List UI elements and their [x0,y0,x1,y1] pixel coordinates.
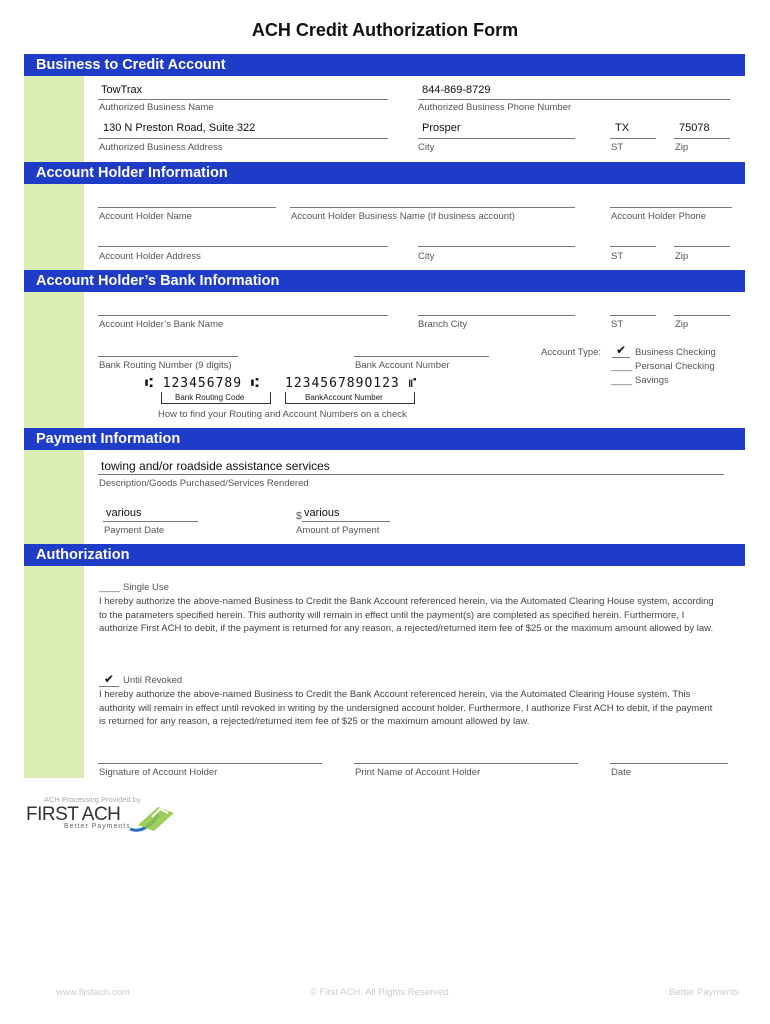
payment-date-label: Payment Date [104,525,165,536]
holder-zip-line[interactable] [674,246,730,247]
holder-business-name-label: Account Holder Business Name (if business account) [291,211,515,222]
first-ach-swoosh-icon [128,803,178,833]
footer-slogan: Better Payments [669,987,740,998]
print-name-label: Print Name of Account Holder [355,767,481,778]
holder-name-line[interactable] [98,207,276,208]
business-name-value[interactable]: TowTrax [101,84,143,96]
business-phone-value[interactable]: 844-869-8729 [422,84,491,96]
business-address-value[interactable]: 130 N Preston Road, Suite 322 [103,122,256,134]
holder-st-line[interactable] [610,246,656,247]
payment-date-value[interactable]: various [106,507,142,519]
side-panel [24,450,84,544]
holder-city-line[interactable] [418,246,575,247]
routing-number-line[interactable] [98,356,238,357]
section-header-bank: Account Holder’s Bank Information [24,270,745,292]
single-use-label: Single Use [123,582,169,593]
account-type-personal-checking: Personal Checking [635,361,715,372]
section-header-authorization: Authorization [24,544,745,566]
account-type-label: Account Type: [541,347,602,358]
holder-st-label: ST [611,251,624,262]
business-name-line [98,99,388,100]
signature-line[interactable] [98,763,322,764]
bank-st-line[interactable] [610,315,656,316]
side-panel [24,184,84,270]
side-panel [24,76,84,162]
business-zip-label: Zip [675,142,689,153]
business-address-line [98,138,388,139]
business-phone-label: Authorized Business Phone Number [418,102,572,113]
bank-name-label: Account Holder’s Bank Name [99,319,224,330]
single-use-text: I hereby authorize the above-named Business to Credit the Bank Account referenced herein, via the Automated Clearing House system, according to the parameters specified herein. This authority will remain in effect until the payment(s) are completed as specified herein. Furthermore, I authorize First ACH to debit, if the payment is returned for any reason, a rejected/returned item fee of $25 or the maximum amount allowed by law. [99,596,714,634]
business-city-line [418,138,575,139]
branch-city-line[interactable] [418,315,575,316]
description-line [98,474,724,475]
holder-city-label: City [418,251,435,262]
personal-checking-checkbox[interactable]: ____ [611,361,633,372]
check-mark-icon: ✔ [99,672,119,687]
holder-business-name-line[interactable] [290,207,575,208]
page-title: ACH Credit Authorization Form [251,20,519,40]
business-city-label: City [418,142,435,153]
check-diagram [145,376,435,406]
bank-zip-label: Zip [675,319,689,330]
payment-date-line [103,521,198,522]
business-st-value[interactable]: TX [615,122,630,134]
business-st-line [610,138,656,139]
description-value[interactable]: towing and/or roadside assistance services [101,459,330,473]
check-howto-caption: How to find your Routing and Account Numbers on a check [158,409,407,420]
section-header-holder: Account Holder Information [24,162,745,184]
footer-copyright: © First ACH. All Rights Reserved. [310,987,452,998]
until-revoked-checkbox[interactable] [99,672,119,687]
account-number-caption: BankAccount Number [305,393,383,402]
holder-phone-label: Account Holder Phone [611,211,707,222]
side-panel [24,566,84,778]
account-number-label: Bank Account Number [355,360,450,371]
currency-symbol: $ [296,510,302,522]
section-header-business: Business to Credit Account [24,54,745,76]
until-revoked-label: Until Revoked [123,675,183,686]
signature-label: Signature of Account Holder [99,767,218,778]
bank-st-label: ST [611,319,624,330]
business-checking-checkbox[interactable] [612,343,630,358]
first-ach-logo: FIRST ACH [26,804,121,825]
until-revoked-text: I hereby authorize the above-named Business to Credit the Bank Account referenced herein, via the Automated Clearing House system. This authority will remain in effect until revoked in writing by the undersigned account holder. Furthermore, I authorize First ACH to debit, if the payment is returned for any reason, a rejected/returned item fee of $25 or the maximum amount allowed by law. [99,689,713,727]
business-name-label: Authorized Business Name [99,102,214,113]
business-city-value[interactable]: Prosper [422,122,461,134]
bank-zip-line[interactable] [674,315,730,316]
account-type-business-checking: Business Checking [635,347,716,358]
holder-address-label: Account Holder Address [99,251,201,262]
side-panel [24,292,84,428]
check-mark-icon: ✔ [612,343,630,358]
business-phone-line [418,99,730,100]
section-header-payment: Payment Information [24,428,745,450]
business-zip-line [674,138,730,139]
date-line[interactable] [610,763,728,764]
micr-account: 123456789O123 ⑈ [285,376,418,391]
savings-checkbox[interactable]: ____ [611,375,633,386]
micr-routing: ⑆ 123456789 ⑆ [145,376,260,391]
print-name-line[interactable] [354,763,578,764]
routing-code-caption: Bank Routing Code [175,393,245,402]
description-label: Description/Goods Purchased/Services Rendered [99,478,309,489]
footer-website[interactable]: www.firstach.com [56,987,130,998]
date-label: Date [611,767,632,778]
logo-tagline: Better Payments [64,823,131,830]
account-type-savings: Savings [635,375,669,386]
business-zip-value[interactable]: 75078 [679,122,710,134]
provided-by-text: ACH Processing Provided by [44,795,141,804]
holder-address-line[interactable] [98,246,388,247]
holder-phone-line[interactable] [610,207,732,208]
branch-city-label: Branch City [418,319,468,330]
routing-number-label: Bank Routing Number (9 digits) [99,360,232,371]
business-st-label: ST [611,142,624,153]
business-address-label: Authorized Business Address [99,142,223,153]
payment-amount-value[interactable]: various [304,507,340,519]
payment-amount-line [302,521,390,522]
payment-amount-label: Amount of Payment [296,525,380,536]
holder-zip-label: Zip [675,251,689,262]
holder-name-label: Account Holder Name [99,211,192,222]
single-use-checkbox[interactable]: ____ [99,582,121,593]
account-number-line[interactable] [354,356,489,357]
bank-name-line[interactable] [98,315,388,316]
